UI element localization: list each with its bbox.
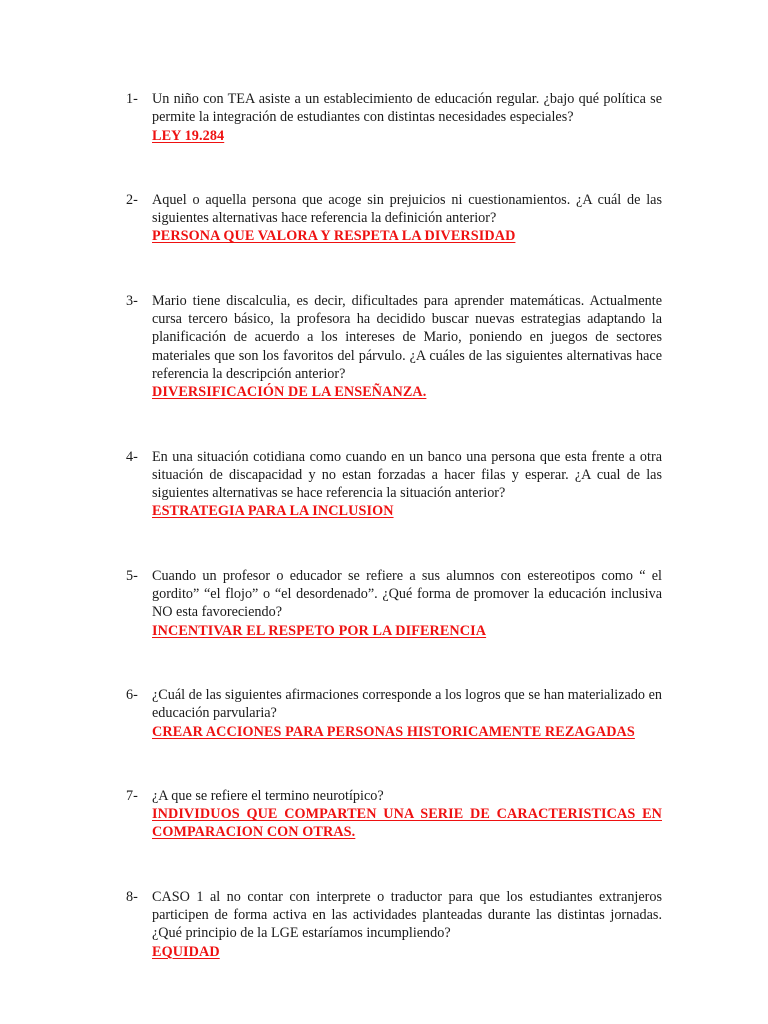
question-number: 4-	[126, 448, 138, 465]
answer-text: LEY 19.284	[152, 127, 225, 144]
question-text: Un niño con TEA asiste a un establecimiento de educación regular. ¿bajo qué política se permite la integración de estudiantes con distintas necesidades especiales?	[152, 91, 662, 126]
question-number: 1-	[126, 91, 138, 107]
question-item-5	[126, 567, 662, 640]
question-text: CASO 1 al no contar con interprete o traductor para que los estudiantes extranjeros participen de forma activa en las actividades planteadas durante las distintas jornadas. ¿Qué principio de la LGE estaríamos incumpliendo?	[152, 888, 662, 942]
question-item-7	[126, 787, 662, 842]
question-text: Cuando un profesor o educador se refiere a sus alumnos con estereotipos como “ el gordito” “el flojo” o “el desordenado”. ¿Qué forma de promover la educación inclusiva NO esta favoreciendo?	[152, 567, 662, 621]
question-text: En una situación cotidiana como cuando en un banco una persona que esta frente a otra situación de discapacidad y no estan forzadas a hacer filas y esperar. ¿A cual de las siguientes alternativas se hace referencia la situación anterior?	[152, 448, 662, 502]
question-text: Aquel o aquella persona que acoge sin prejuicios ni cuestionamientos. ¿A cuál de las siguientes alternativas hace referencia la definición anterior?	[152, 191, 662, 227]
question-item-2	[126, 191, 662, 246]
answer-text: DIVERSIFICACIÓN DE LA ENSEÑANZA.	[152, 384, 427, 401]
question-list	[126, 90, 662, 961]
question-text: Mario tiene discalculia, es decir, dificultades para aprender matemáticas. Actualmente cursa tercero básico, la profesora ha decidido buscar nuevas estrategias adaptando la planificación de acuerdo a los intereses de Mario, poniendo en juegos de sectores materiales que son los favoritos del párvulo. ¿A cuáles de las siguientes alternativas hace referencia la descripción anterior?	[152, 292, 662, 382]
question-item-1	[126, 90, 662, 145]
answer-text: INDIVIDUOS QUE COMPARTEN UNA SERIE DE CARACTERISTICAS EN COMPARACION CON OTRAS.	[152, 806, 662, 841]
answer-text: EQUIDAD	[152, 943, 220, 960]
question-number: 8-	[126, 888, 138, 905]
question-item-3	[126, 292, 662, 402]
question-text: ¿Cuál de las siguientes afirmaciones corresponde a los logros que se han materializado en educación parvularia?	[152, 686, 662, 722]
question-text: ¿A que se refiere el termino neurotípico?	[152, 787, 384, 804]
question-number: 3-	[126, 292, 138, 309]
answer-text: PERSONA QUE VALORA Y RESPETA LA DIVERSIDAD	[152, 228, 516, 245]
question-number: 6-	[126, 686, 138, 703]
question-item-4	[126, 448, 662, 521]
question-number: 5-	[126, 567, 138, 584]
question-number: 7-	[126, 787, 138, 804]
question-item-6	[126, 686, 662, 741]
answer-text: INCENTIVAR EL RESPETO POR LA DIFERENCIA	[152, 622, 487, 639]
question-item-8	[126, 888, 662, 961]
answer-text: CREAR ACCIONES PARA PERSONAS HISTORICAMENTE REZAGADAS	[152, 723, 635, 740]
question-number: 2-	[126, 191, 138, 208]
answer-text: ESTRATEGIA PARA LA INCLUSION	[152, 503, 394, 520]
